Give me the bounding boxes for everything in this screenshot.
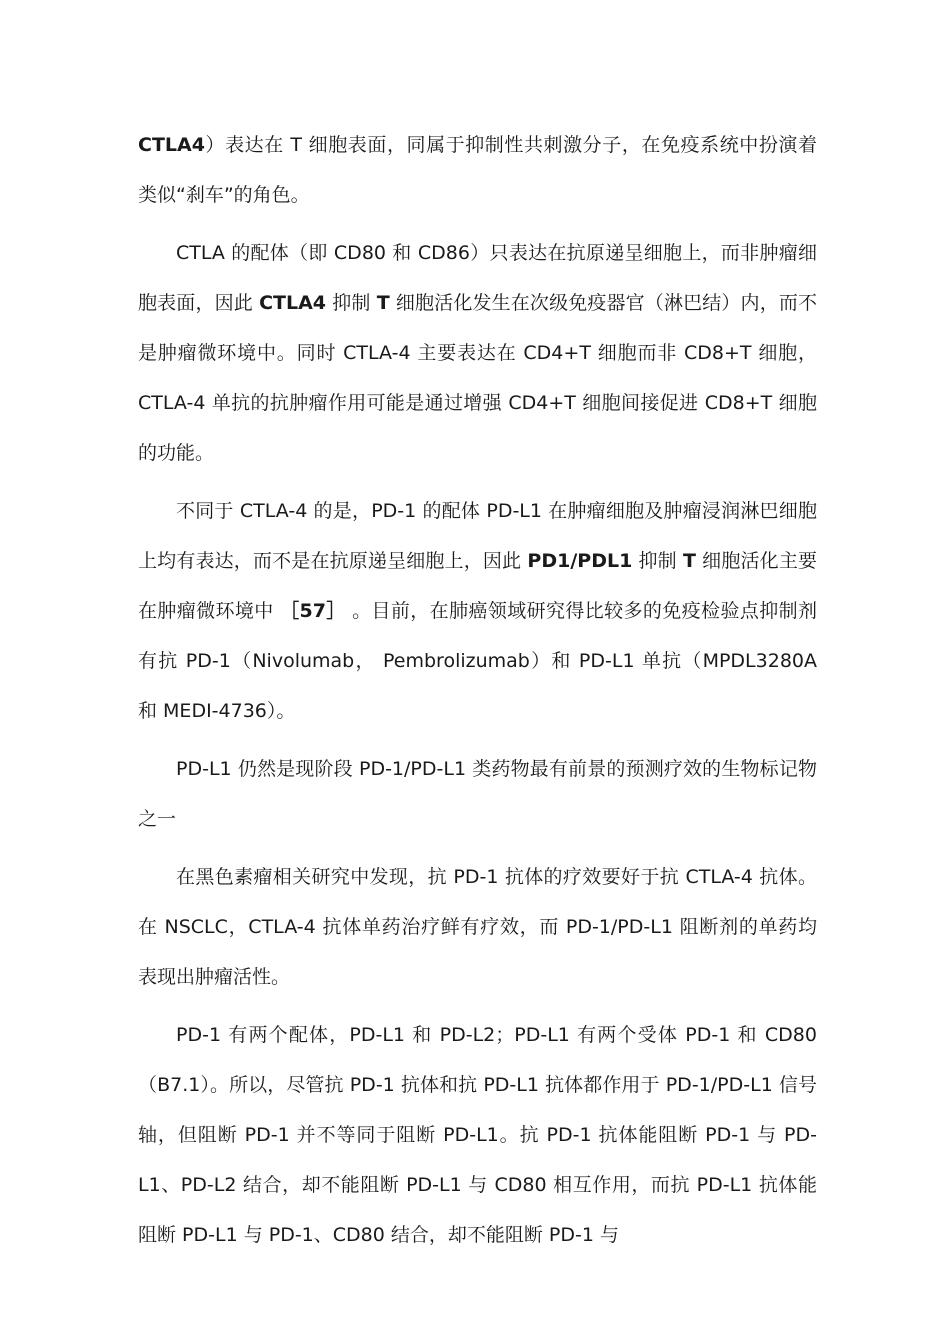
text-run: 。目前，在肺癌领域研究得比较多的免疫检验点抑制剂有抗 PD-1（Nivolumab， Pembrolizumab）和 PD-L1 单抗（MPDL3280A 和 MEDI-4736）。	[138, 600, 817, 722]
paragraph-pd1-receptors	[138, 1010, 817, 1260]
paragraph-pdl1-biomarker	[138, 744, 817, 844]
text-run: PD-L1 仍然是现阶段 PD-1/PD-L1 类药物最有前景的预测疗效的生物标记物之一	[138, 758, 817, 830]
text-run: ）表达在 T 细胞表面，同属于抑制性共刺激分子，在免疫系统中扮演着类似“刹车”的角色。	[138, 134, 817, 206]
text-run: 在黑色素瘤相关研究中发现，抗 PD-1 抗体的疗效要好于抗 CTLA-4 抗体。在 NSCLC，CTLA-4 抗体单药治疗鲜有疗效，而 PD-1/PD-L1 阻断剂的单药均表现出肿瘤活性。	[138, 866, 817, 988]
text-run-bold: CTLA4	[259, 292, 327, 314]
text-run-bold: CTLA4	[138, 134, 205, 156]
paragraph-pd1-ligand	[138, 486, 817, 736]
text-run: PD-1 有两个配体，PD-L1 和 PD-L2；PD-L1 有两个受体 PD-1 和 CD80（B7.1）。所以，尽管抗 PD-1 抗体和抗 PD-L1 抗体都作用于 PD-1/PD-L1 信号轴，但阻断 PD-1 并不等同于阻断 PD-L1。抗 PD-1 抗体能阻断 PD-1 与 PD-L1、PD-L2 结合，却不能阻断 PD-L1 与 CD80 相互作用，而抗 PD-L1 抗体能阻断 PD-L1 与 PD-1、CD80 结合，却不能阻断 PD-1 与	[138, 1024, 817, 1246]
paragraph-ctla-ligands	[138, 228, 817, 478]
text-run: 抑制	[326, 292, 377, 314]
paragraph-melanoma-research	[138, 852, 817, 1002]
text-run: 细胞活化主要在肿瘤微环境中	[138, 550, 817, 622]
text-run-bold: T	[683, 550, 696, 572]
document-body	[138, 120, 817, 1268]
citation-reference: ［57］	[280, 600, 346, 622]
text-run: 细胞活化发生在次级免疫器官（淋巴结）内，而不是肿瘤微环境中。同时 CTLA-4 主要表达在 CD4+T 细胞而非 CD8+T 细胞，CTLA-4 单抗的抗肿瘤作用可能是通过增强 CD4+T 细胞间接促进 CD8+T 细胞的功能。	[138, 292, 817, 464]
text-run: 抑制	[632, 550, 684, 572]
paragraph-ctla4-intro	[138, 120, 817, 220]
text-run: CTLA 的配体（即 CD80 和 CD86）只表达在抗原递呈细胞上，而非肿瘤细胞表面，因此	[138, 242, 817, 314]
text-run-bold: T	[376, 292, 390, 314]
text-run-bold: PD1/PDL1	[527, 550, 633, 572]
text-run: 不同于 CTLA-4 的是，PD-1 的配体 PD-L1 在肿瘤细胞及肿瘤浸润淋巴细胞上均有表达，而不是在抗原递呈细胞上，因此	[138, 500, 817, 572]
